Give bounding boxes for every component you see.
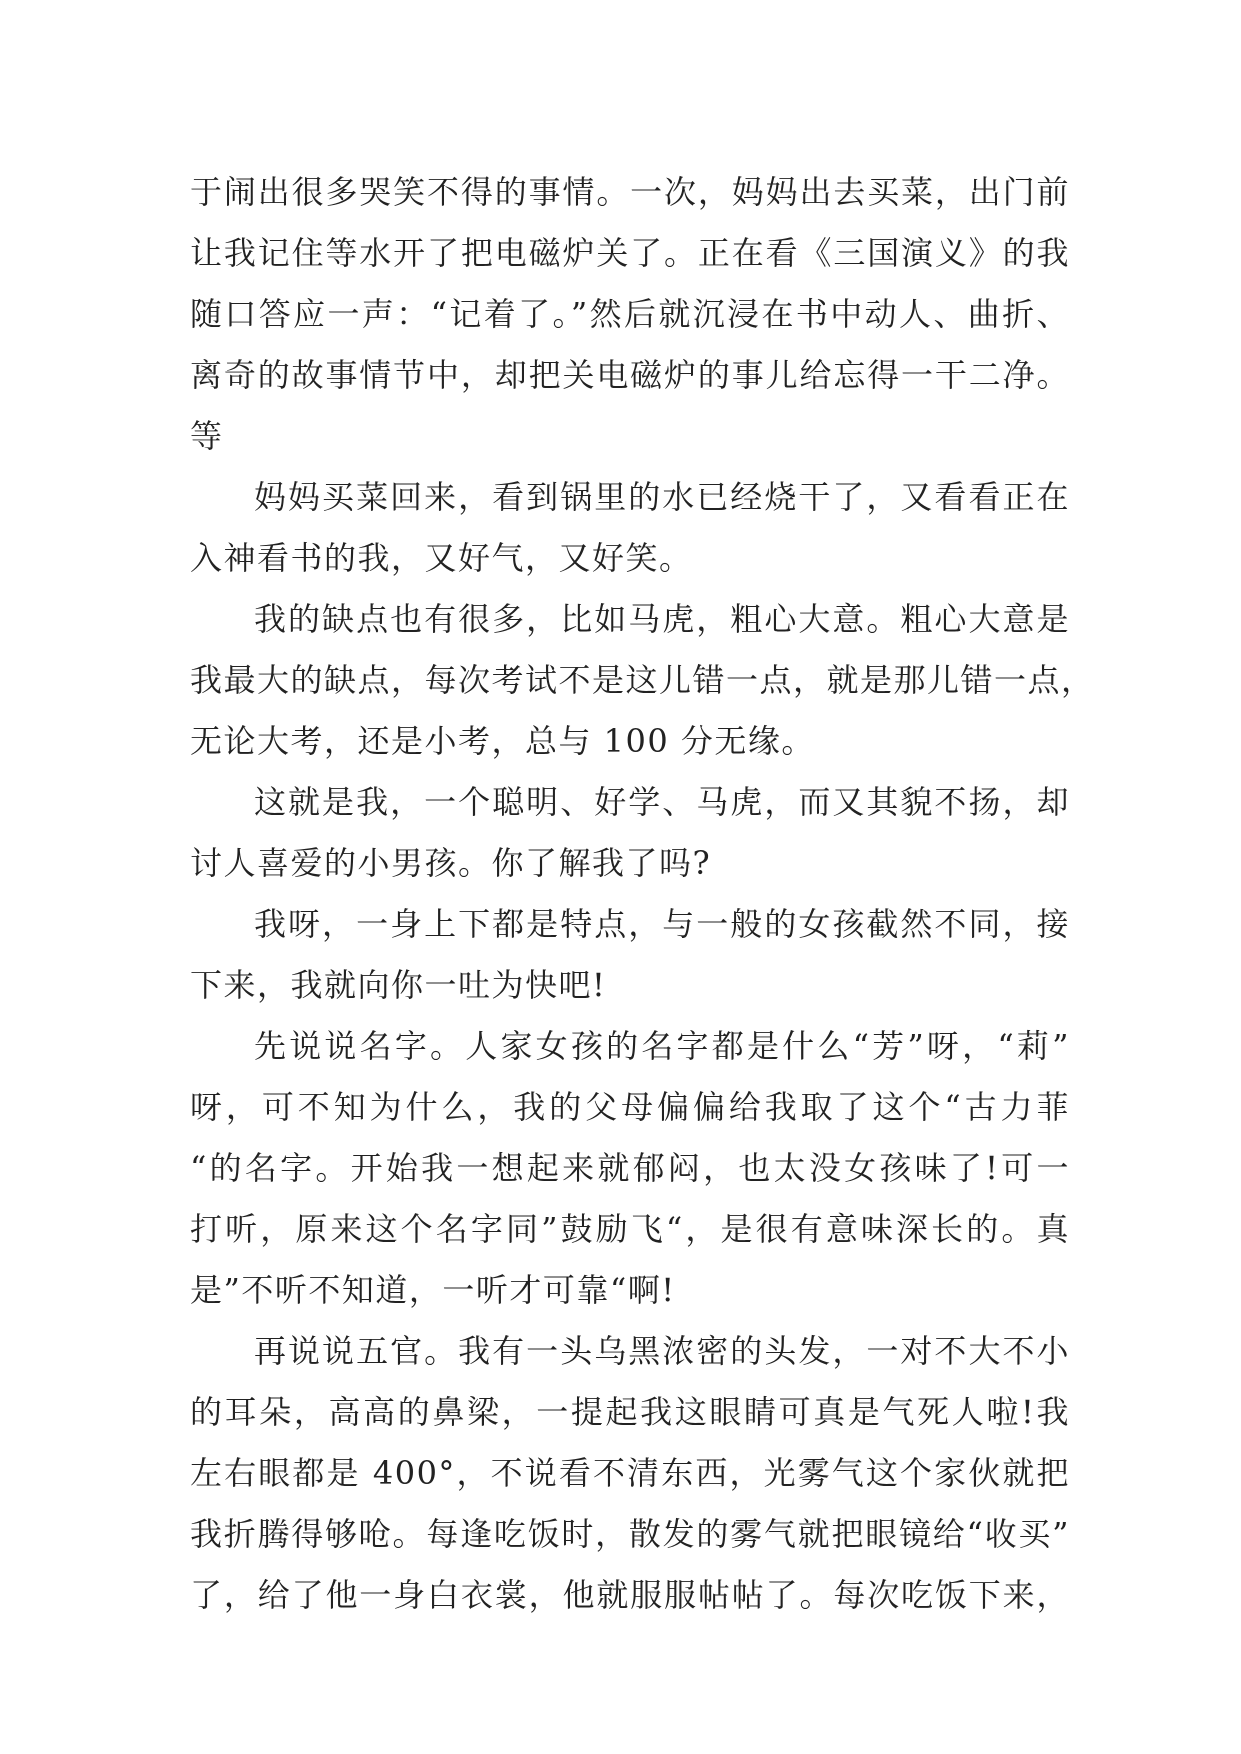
text-line: 让我记住等水开了把电磁炉关了。正在看《三国演义》的我 xyxy=(190,234,1070,272)
text-line: 打听，原来这个名字同”鼓励飞“，是很有意味深长的。真 xyxy=(190,1210,1070,1248)
text-line: 是”不听不知道，一听才可靠“啊! xyxy=(190,1271,676,1309)
text-line: “的名字。开始我一想起来就郁闷，也太没女孩味了!可一 xyxy=(190,1149,1070,1187)
text-line: 妈妈买菜回来，看到锅里的水已经烧干了，又看看正在 xyxy=(254,478,1070,516)
text-line: 入神看书的我，又好气，又好笑。 xyxy=(190,539,693,577)
text-line: 我最大的缺点，每次考试不是这儿错一点，就是那儿错一点， xyxy=(190,661,1095,699)
text-line: 再说说五官。我有一头乌黑浓密的头发，一对不大不小 xyxy=(254,1332,1070,1370)
text-line: 离奇的故事情节中，却把关电磁炉的事儿给忘得一干二净。 xyxy=(190,356,1070,394)
text-line: 等 xyxy=(190,417,224,455)
text-line: 我折腾得够呛。每逢吃饭时，散发的雾气就把眼镜给“收买” xyxy=(190,1515,1070,1553)
text-line: 左右眼都是 400°，不说看不清东西，光雾气这个家伙就把 xyxy=(190,1454,1070,1492)
text-line: 我的缺点也有很多，比如马虎，粗心大意。粗心大意是 xyxy=(254,600,1070,638)
text-line: 了，给了他一身白衣裳，他就服服帖帖了。每次吃饭下来， xyxy=(190,1576,1070,1614)
text-line: 随口答应一声：“记着了。”然后就沉浸在书中动人、曲折、 xyxy=(190,295,1070,333)
body-text xyxy=(190,162,1095,1626)
text-line: 于闹出很多哭笑不得的事情。一次，妈妈出去买菜，出门前 xyxy=(190,173,1070,211)
text-line: 无论大考，还是小考，总与 100 分无缘。 xyxy=(190,722,815,760)
text-line: 讨人喜爱的小男孩。你了解我了吗? xyxy=(190,844,712,882)
text-line: 呀，可不知为什么，我的父母偏偏给我取了这个“古力菲 xyxy=(190,1088,1070,1126)
text-line: 的耳朵，高高的鼻梁，一提起我这眼睛可真是气死人啦!我 xyxy=(190,1393,1070,1431)
text-line: 下来，我就向你一吐为快吧! xyxy=(190,966,607,1004)
text-line: 这就是我，一个聪明、好学、马虎，而又其貌不扬，却 xyxy=(254,783,1070,821)
text-line: 我呀，一身上下都是特点，与一般的女孩截然不同，接 xyxy=(254,905,1070,943)
text-line: 先说说名字。人家女孩的名字都是什么“芳”呀，“莉” xyxy=(254,1027,1070,1065)
